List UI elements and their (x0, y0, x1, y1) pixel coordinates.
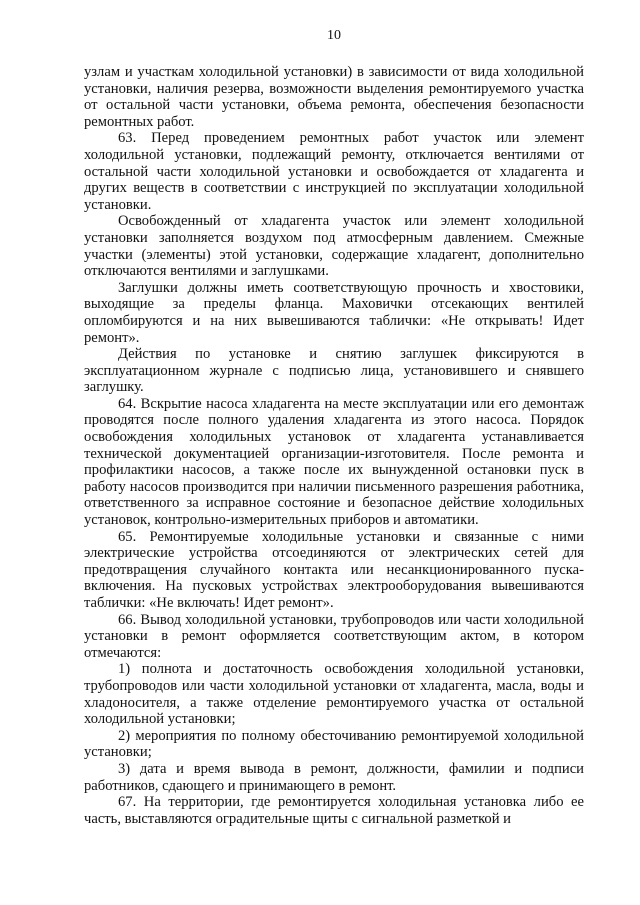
paragraph: 2) мероприятия по полному обесточиванию ремонтируемой холодильной установки; (84, 727, 584, 761)
paragraph: 1) полнота и достаточность освобождения холодильной установки, трубопроводов или части холодильной установки от хладагента, масла, воды и хладоносителя, а также отделение ремонтируемого участка от остальной холодильной установки; (84, 661, 584, 728)
paragraph: 63. Перед проведением ремонтных работ участок или элемент холодильной установки, подлежащий ремонту, отключается вентилями от остальной части холодильной установки и освобождается от хладагента и других веществ в соответствии с инструкцией по эксплуатации холодильной установки. (84, 130, 584, 213)
paragraph: 66. Вывод холодильной установки, трубопроводов или части холодильной установки в ремонт оформляется соответствующим актом, в котором отмечаются: (84, 611, 584, 661)
paragraph: Освобожденный от хладагента участок или элемент холодильной установки заполняется воздухом под атмосферным давлением. Смежные участки (элементы) этой установки, содержащие хладагент, дополнительно отключаются вентилями и заглушками. (84, 213, 584, 280)
paragraph: 65. Ремонтируемые холодильные установки и связанные с ними электрические устройства отсоединяются от электрических сетей для предотвращения случайного контакта или несанкционированного пуска-включения. На пусковых устройствах электрооборудования вывешиваются таблички: «Не включать! Идет ремонт». (84, 528, 584, 611)
paragraph: 3) дата и время вывода в ремонт, должности, фамилии и подписи работников, сдающего и принимающего в ремонт. (84, 760, 584, 794)
page-number: 10 (327, 28, 341, 43)
document-body (84, 64, 584, 827)
paragraph: Действия по установке и снятию заглушек фиксируются в эксплуатационном журнале с подписью лица, установившего и снявшего заглушку. (84, 346, 584, 396)
paragraph: узлам и участкам холодильной установки) в зависимости от вида холодильной установки, наличия резерва, возможности выделения ремонтируемого участка от остальной части установки, объема ремонта, обеспечения безопасности ремонтных работ. (84, 64, 584, 130)
paragraph: Заглушки должны иметь соответствующую прочность и хвостовики, выходящие за пределы фланца. Маховички отсекающих вентилей опломбируются и на них вывешиваются таблички: «Не открывать! Идет ремонт». (84, 279, 584, 346)
paragraph: 64. Вскрытие насоса хладагента на месте эксплуатации или его демонтаж проводятся после полного удаления хладагента из этого насоса. Порядок освобождения холодильных установок от хладагента устанавливается технической документацией организации-изготовителя. После ремонта и профилактики насосов, а также после их вынужденной остановки пуск в работу насосов производится при наличии письменного разрешения работника, ответственного за исправное состояние и безопасное действие холодильных установок, контрольно-измерительных приборов и автоматики. (84, 395, 584, 529)
paragraph: 67. На территории, где ремонтируется холодильная установка либо ее часть, выставляются оградительные щиты с сигнальной разметкой и (84, 794, 584, 827)
